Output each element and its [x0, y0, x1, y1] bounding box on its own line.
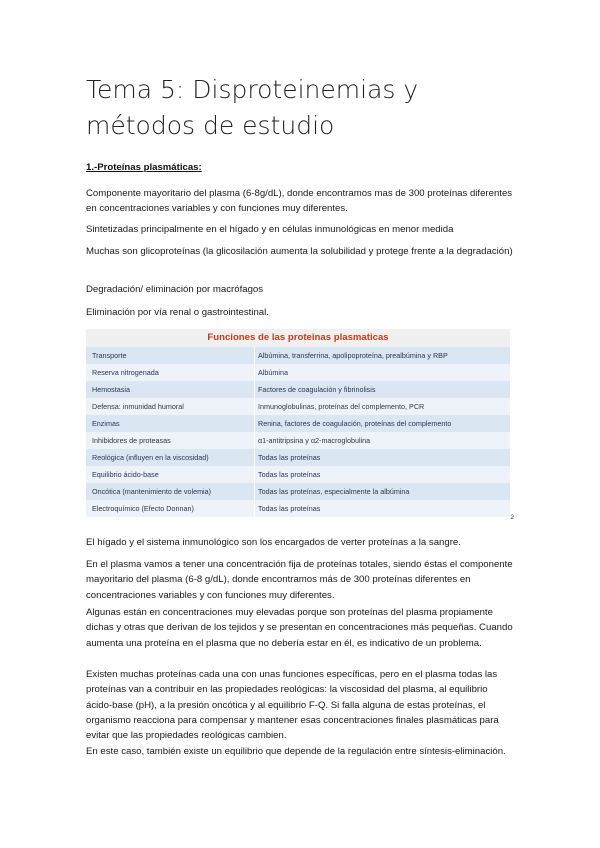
- table-row: [86, 449, 510, 466]
- table-cell-function: Reológica (influyen en la viscosidad): [92, 453, 209, 462]
- paragraph: Sintetizadas principalmente en el hígado y en células inmunológicas en menor medida: [86, 224, 454, 235]
- table-cell-proteins: Albúmina: [258, 368, 288, 377]
- table-cell-function: Reserva nitrogenada: [92, 368, 159, 377]
- paragraph: Existen muchas proteínas cada una con unas funciones específicas, pero en el plasma todas las proteínas van a contribuir en las propiedades reológicas: la viscosidad del plasma, al equilibrio ácido-base (pH), a la presión oncótica y al equilibrio F-Q. Si falla alguna de estas proteínas, el organismo reacciona para compensar y mantener esas concentraciones finales plasmáticas para evitar que las propiedades reológicas cambien.: [86, 669, 499, 742]
- paragraph: Muchas son glicoproteínas (la glicosilación aumenta la solubilidad y protege frente a la degradación): [86, 246, 513, 257]
- table-cell-proteins: Todas las proteínas, especialmente la albúmina: [258, 487, 410, 496]
- table-title: Funciones de las proteinas plasmaticas: [86, 329, 510, 347]
- table-cell-function: Hemostasia: [92, 385, 130, 394]
- table-row: [86, 398, 510, 415]
- table-cell-function: Transporte: [92, 351, 127, 360]
- page-title: Tema 5: Disproteinemias y métodos de estudio: [86, 75, 419, 140]
- table-row: [86, 381, 510, 398]
- table-cell-function: Defensa: inmunidad humoral: [92, 402, 184, 411]
- paragraph: En el plasma vamos a tener una concentración fija de proteínas totales, siendo éstas el componente mayoritario del plasma (6-8 g/dL), donde encontramos más de 300 proteínas diferentes en concentraciones variables y con funciones muy diferentes.: [86, 559, 513, 601]
- paragraph: Eliminación por vía renal o gastrointestinal.: [86, 307, 269, 318]
- table-cell-proteins: Todas las proteínas: [258, 504, 321, 513]
- table-cell-proteins: Todas las proteínas: [258, 453, 321, 462]
- slide-page-number: 2: [510, 514, 514, 521]
- table-cell-function: Oncótica (mantenimiento de volemia): [92, 487, 212, 496]
- table-cell-function: Enzimas: [92, 419, 120, 428]
- table-cell-proteins: Inmunoglobulinas, proteínas del complemento, PCR: [258, 402, 425, 411]
- table-cell-proteins: Albúmina, transferrina, apolipoproteína, prealbúmina y RBP: [258, 351, 448, 360]
- table-row: [86, 466, 510, 483]
- column-divider: [254, 347, 255, 517]
- table-row: [86, 500, 510, 517]
- paragraph: En este caso, también existe un equilibrio que depende de la regulación entre síntesis-eliminación.: [86, 746, 506, 757]
- table-row: [86, 483, 510, 500]
- table-row: [86, 347, 510, 364]
- table-cell-function: Equilibrio ácido-base: [92, 470, 159, 479]
- table-cell-proteins: Factores de coagulación y fibrinolisis: [258, 385, 376, 394]
- paragraph: Componente mayoritario del plasma (6-8g/dL), donde encontramos mas de 300 proteínas diferentes en concentraciones variables y con funciones muy diferentes.: [86, 188, 513, 215]
- table-row: [86, 364, 510, 381]
- section-heading: 1.-Proteínas plasmáticas:: [86, 162, 202, 173]
- paragraph: Algunas están en concentraciones muy elevadas porque son proteínas del plasma propiamente dichas y otras que derivan de los tejidos y se presentan en concentraciones más pequeñas. Cuando aumenta una proteína en el plasma que no debería estar en él, es indicativo de un problema.: [86, 607, 513, 649]
- table-cell-proteins: Renina, factores de coagulación, proteínas del complemento: [258, 419, 452, 428]
- paragraph: Degradación/ eliminación por macrófagos: [86, 284, 264, 295]
- table-cell-proteins: α1-antitripsina y α2-macroglobulina: [258, 436, 371, 445]
- paragraph: El hígado y el sistema inmunológico son los encargados de verter proteínas a la sangre.: [86, 537, 461, 548]
- table-cell-function: Electroquímico (Efecto Donnan): [92, 504, 194, 513]
- functions-table: [86, 329, 514, 524]
- table-row: [86, 432, 510, 449]
- table-cell-proteins: Todas las proteínas: [258, 470, 321, 479]
- table-row: [86, 415, 510, 432]
- table-cell-function: Inhibidores de proteasas: [92, 436, 171, 445]
